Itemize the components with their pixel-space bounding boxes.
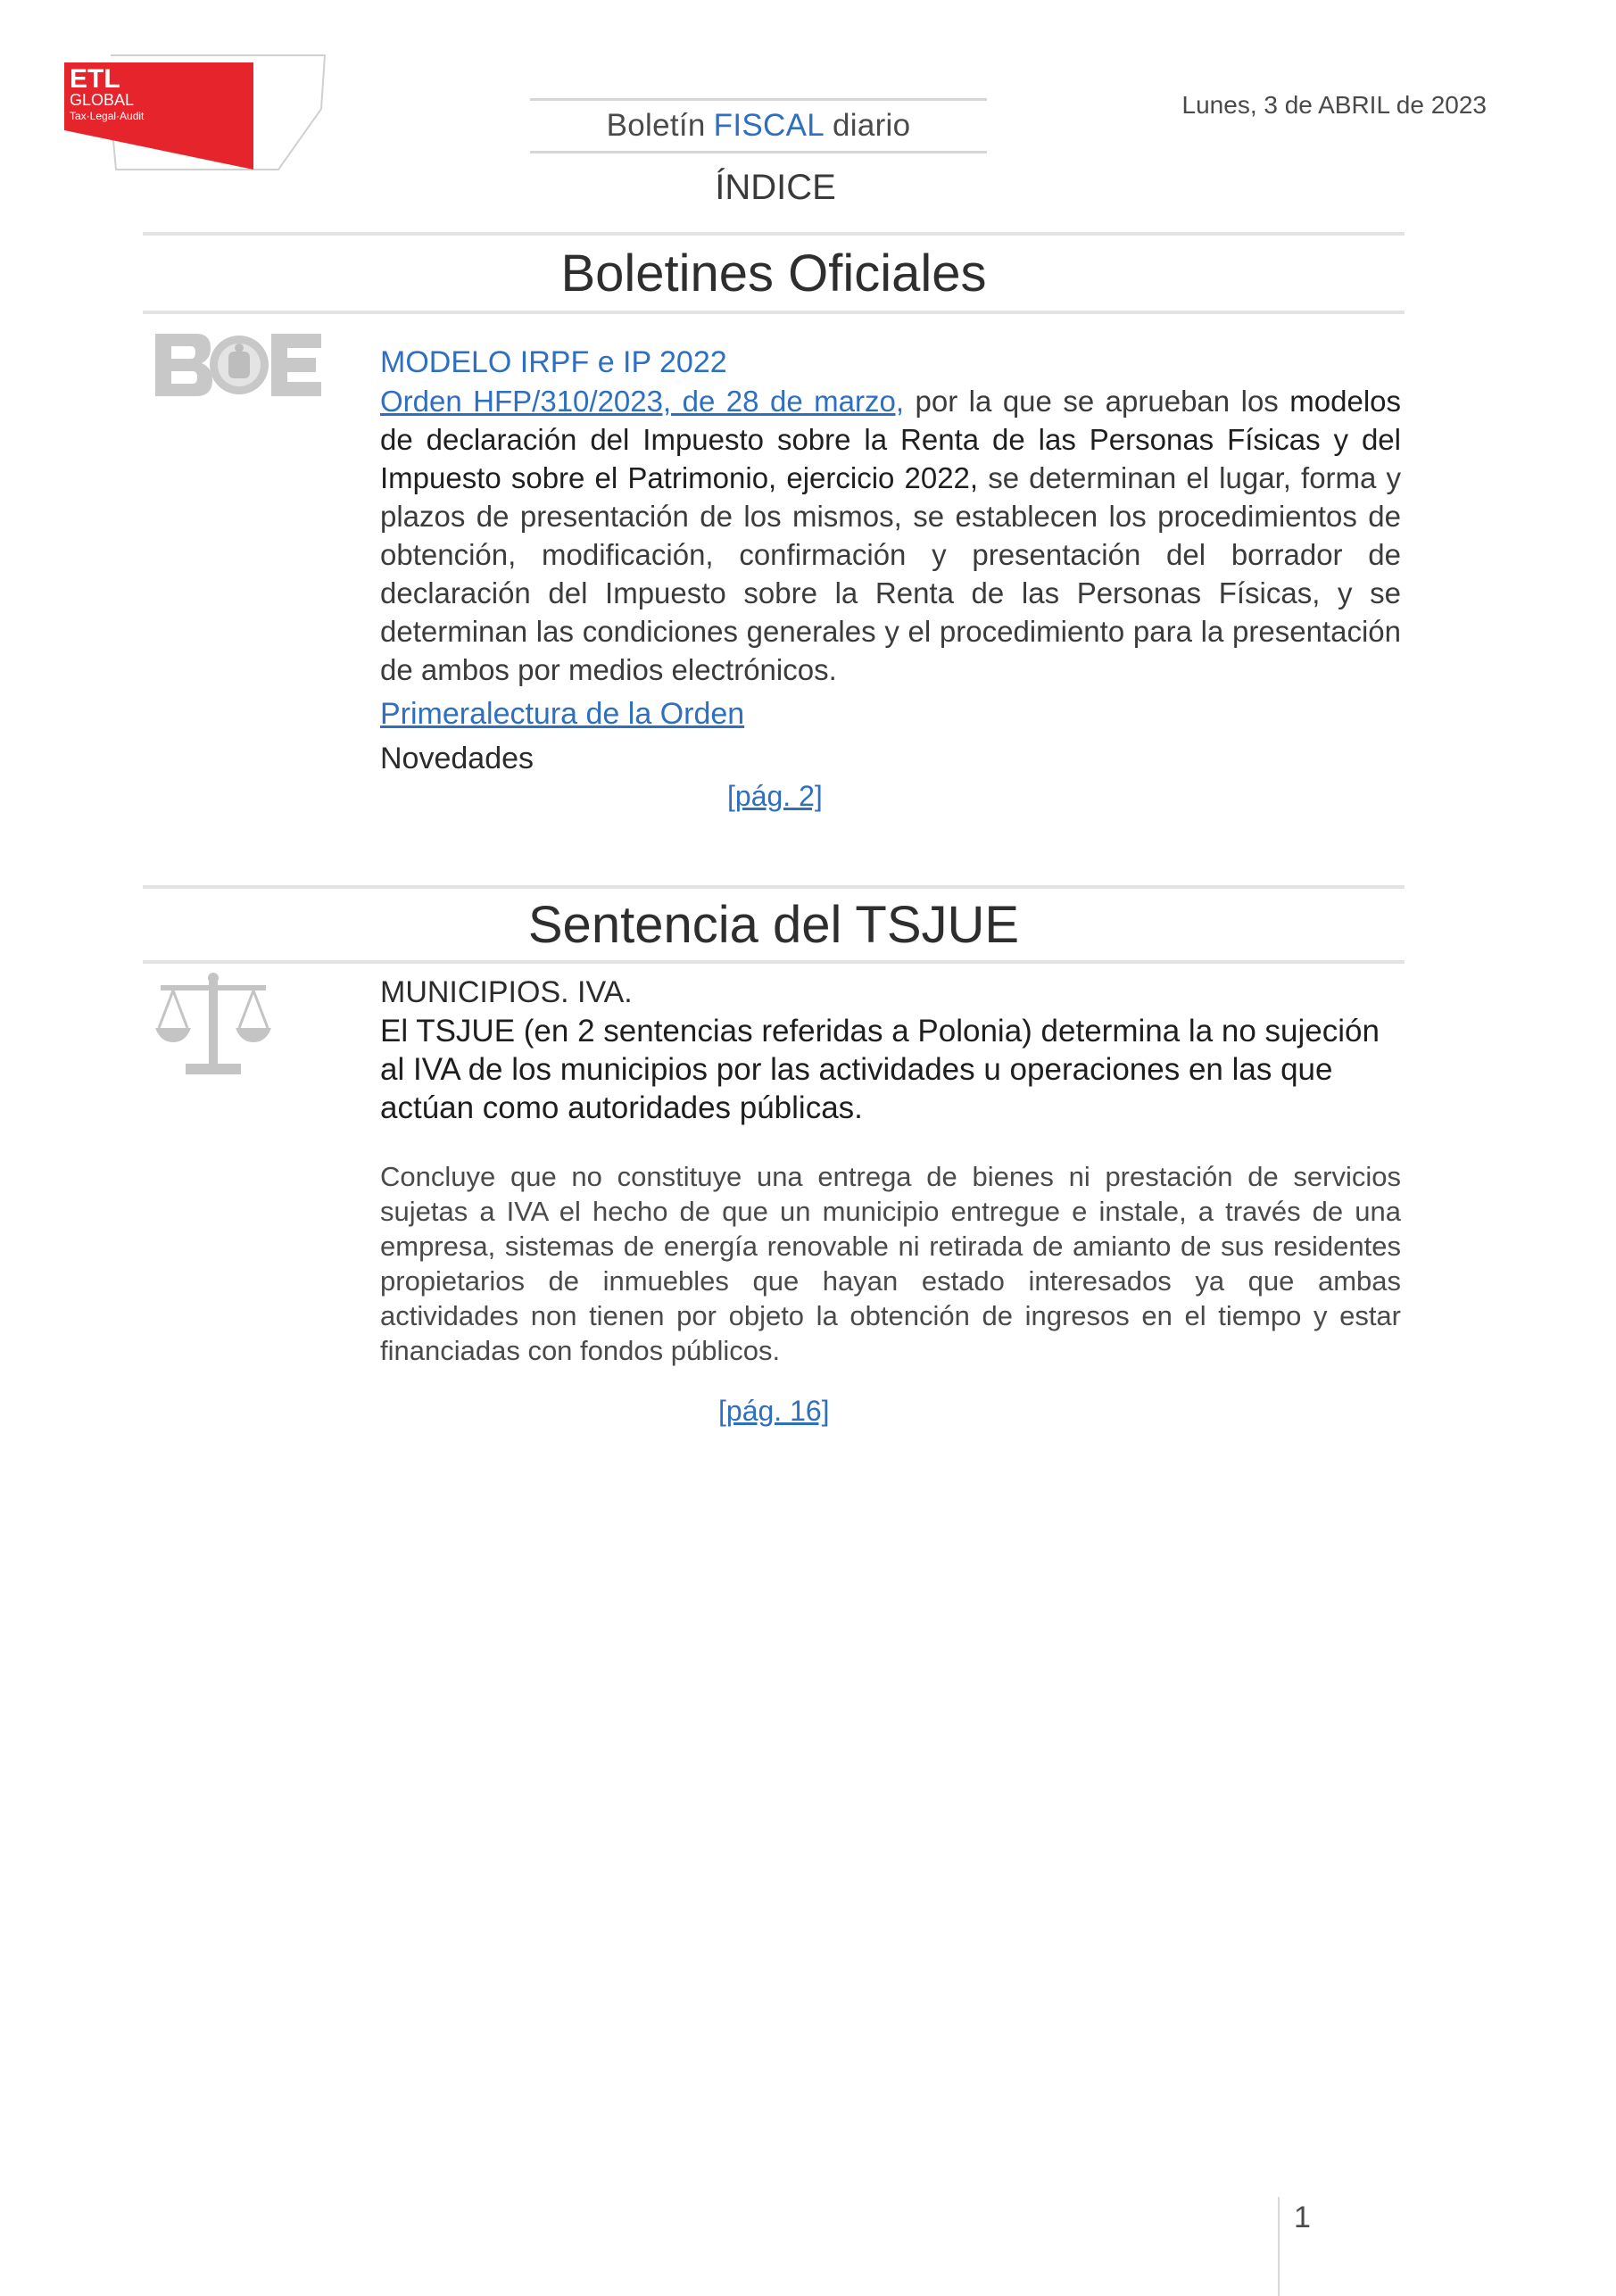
entry-description <box>380 382 1401 689</box>
boletines-entry <box>380 343 1401 778</box>
logo-tagline-text: Tax·Legal·Audit <box>70 110 145 122</box>
index-title: ÍNDICE <box>715 168 836 207</box>
entry-kicker: MUNICIPIOS. IVA. <box>380 975 633 1009</box>
bulletin-title-highlight: FISCAL <box>713 108 825 143</box>
bulletin-title-suffix: diario <box>833 108 911 143</box>
logo-brand-text: ETL <box>70 64 120 94</box>
entry-summary: Concluye que no constituye una entrega de bienes ni prestación de servicios sujetas a IVA el hecho de que un municipio entregue e instale, a través de una empresa, sistemas de energía renovable ni retirada de amianto de sus residentes propietarios de inmuebles que hayan estado interesados ya que ambas actividades non tienen por objeto la obtención de ingresos en el tiempo y estar financiadas con fondos públicos. <box>380 1161 1401 1366</box>
entry-text-highlight: modelos de declaración del Impuesto sobre la Renta de las Personas Físicas y del Impuesto sobre el Patrimonio, ejercicio 2022, <box>380 385 1401 494</box>
section-title-tsjue: Sentencia del TSJUE <box>143 885 1405 964</box>
boe-icon <box>155 332 321 398</box>
page-number: 1 <box>1294 2201 1311 2234</box>
logo-group-text: GLOBAL <box>70 91 135 109</box>
bulletin-title-prefix: Boletín <box>606 108 706 143</box>
entry-kicker: MODELO IRPF e IP 2022 <box>380 345 727 379</box>
section-title-boletines: Boletines Oficiales <box>143 232 1405 314</box>
page-divider <box>1278 2197 1280 2296</box>
issue-date: Lunes, 3 de ABRIL de 2023 <box>1181 91 1487 119</box>
company-logo <box>64 52 327 175</box>
order-link[interactable]: Orden HFP/310/2023, de 28 de marzo, <box>380 385 905 418</box>
tsjue-entry <box>380 973 1401 1368</box>
news-label: Novedades <box>380 742 535 775</box>
bulletin-title <box>530 98 987 153</box>
entry-text-rest: se determinan el lugar, forma y plazos de presentación de los mismos, se establecen los procedimientos de obtención, modificación, confirmación y presentación del borrador de declaración del Impuesto sobre la Renta de las Personas Físicas, y se determinan las condiciones generales y el procedimiento para la presentación de ambos por medios electrónicos. <box>380 461 1401 686</box>
entry-headline: El TSJUE (en 2 sentencias referidas a Polonia) determina la no sujeción al IVA de los municipios por las actividades u operaciones en las que actúan como autoridades públicas. <box>380 1014 1380 1125</box>
entry-text-intro: por la que se aprueban los <box>904 385 1290 418</box>
page-ref-link[interactable]: [pág. 2] <box>727 780 823 812</box>
page-ref-link[interactable]: [pág. 16] <box>718 1395 830 1427</box>
first-reading-link[interactable]: Primeralectura de la Orden <box>380 697 745 731</box>
scale-icon <box>155 971 271 1083</box>
